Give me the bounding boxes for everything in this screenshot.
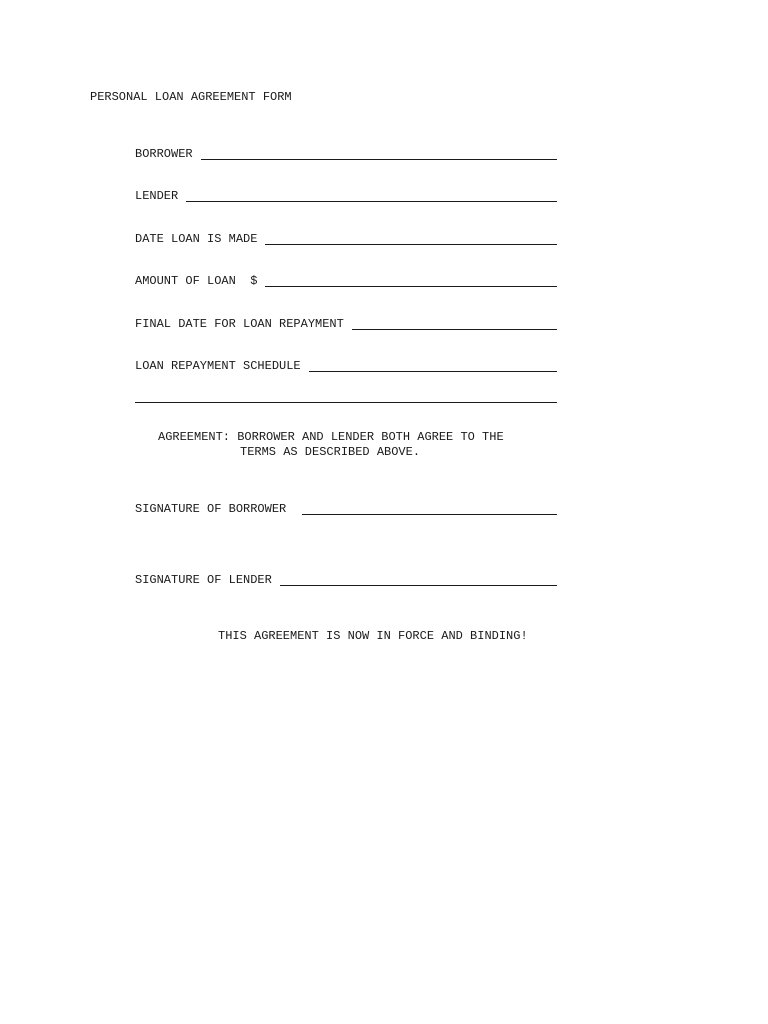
final-repayment-date-label: FINAL DATE FOR LOAN REPAYMENT (135, 317, 344, 331)
date-loan-made-input-line[interactable] (265, 233, 557, 245)
closing-statement: THIS AGREEMENT IS NOW IN FORCE AND BINDING! (218, 629, 528, 643)
borrower-signature-label: SIGNATURE OF BORROWER (135, 502, 287, 516)
borrower-signature-line[interactable] (302, 503, 557, 515)
repayment-schedule-input-line[interactable] (309, 360, 557, 372)
repayment-schedule-label: LOAN REPAYMENT SCHEDULE (135, 359, 301, 373)
date-loan-made-label: DATE LOAN IS MADE (135, 232, 258, 246)
lender-signature-field (135, 573, 557, 588)
amount-of-loan-input-line[interactable] (265, 275, 557, 287)
amount-of-loan-label: AMOUNT OF LOAN $ (135, 274, 258, 288)
date-loan-made-field (135, 232, 557, 247)
repayment-schedule-field (135, 359, 557, 374)
lender-field (135, 189, 557, 204)
borrower-input-line[interactable] (201, 148, 557, 160)
form-title: PERSONAL LOAN AGREEMENT FORM (90, 90, 292, 104)
repayment-schedule-continuation-line[interactable] (135, 402, 557, 403)
lender-label: LENDER (135, 189, 179, 203)
agreement-line-1: AGREEMENT: BORROWER AND LENDER BOTH AGREE TO THE (158, 430, 504, 444)
final-repayment-date-input-line[interactable] (352, 318, 557, 330)
borrower-field (135, 147, 557, 162)
lender-input-line[interactable] (186, 190, 557, 202)
borrower-label: BORROWER (135, 147, 193, 161)
borrower-signature-field (135, 502, 557, 517)
amount-of-loan-field (135, 274, 557, 289)
agreement-line-2: TERMS AS DESCRIBED ABOVE. (240, 445, 421, 459)
final-repayment-date-field (135, 317, 557, 332)
lender-signature-label: SIGNATURE OF LENDER (135, 573, 272, 587)
lender-signature-line[interactable] (280, 574, 557, 586)
